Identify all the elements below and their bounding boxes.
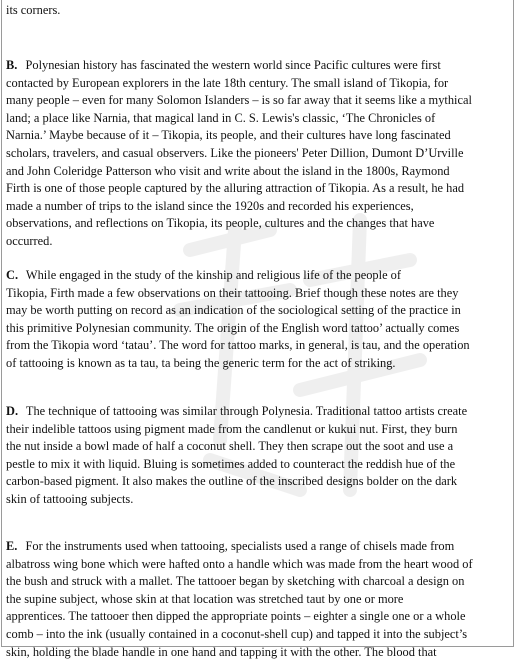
paragraph-c	[6, 267, 510, 373]
text-line: observations, and reflections on Tikopia, its people, cultures and the changes that have	[6, 216, 435, 231]
text-line: land; a place like Narnia, that magical land in C. S. Lewis's classic, ‘The Chronicles of	[6, 110, 436, 125]
paragraph-b	[6, 57, 510, 251]
text-line: many people – even for many Solomon Islanders – is so far away that it seems like a mythical	[6, 93, 472, 108]
text-line: occurred.	[6, 233, 53, 248]
text-line: contacted by European explorers in the late 18th century. The small island of Tikopia, for	[6, 75, 449, 90]
paragraph-fragment	[6, 2, 510, 20]
paragraph-letter: B.	[6, 58, 18, 72]
text-line: from the Tikopia word ‘tatau’. The word for tattoo marks, in general, is tau, and the operation	[6, 338, 470, 353]
text-line: the nut inside a bowl made of half a coconut shell. They then scrape out the soot and use a	[6, 439, 454, 454]
text-line: may be worth putting on record as an indication of the sociological setting of the practice in	[6, 303, 461, 318]
text-line: scholars, travelers, and casual observers. Like the pioneers' Peter Dillion, Dumont D’Urville	[6, 145, 464, 160]
text-line: Tikopia, Firth made a few observations on their tattooing. Brief though these notes are they	[6, 285, 459, 300]
paragraph-letter: C.	[6, 268, 19, 282]
text-line: E. For the instruments used when tattooing, specialists used a range of chisels made from	[6, 539, 455, 553]
text-line: apprentices. The tattooer then dipped the appropriate points – eighter a single one or a whole	[6, 609, 466, 624]
paragraph-letter: D.	[6, 404, 19, 418]
text-line: made a number of trips to the island since the 1920s and recorded his experiences,	[6, 198, 414, 213]
text-line: their indelible tattoos using pigment made from the candlenut or kukui nut. First, they burn	[6, 421, 458, 436]
text-line: the supine subject, whose skin at that location was stretched taut by one or more	[6, 591, 404, 606]
text-line: Narnia.’ Maybe because of it – Tikopia, its people, and their cultures have long fascinated	[6, 128, 451, 143]
text-line: this primitive Polynesian community. The origin of the English word tattoo’ actually comes	[6, 320, 460, 335]
text-line: Firth is one of those people captured by the alluring attraction of Tikopia. As a result, he had	[6, 181, 465, 196]
text-line: albatross wing bone which were hafted onto a handle which was made from the heart wood of	[6, 556, 473, 571]
text-line: comb – into the ink (usually contained in a coconut-shell cup) and tapped it into the subject’s	[6, 626, 468, 641]
text-line: of tattooing is known as ta tau, ta being the generic term for the act of striking.	[6, 355, 396, 370]
text-line: the bush and struck with a mallet. The tattooer began by sketching with charcoal a design on	[6, 574, 465, 589]
text-line: pestle to mix it with liquid. Bluing is sometimes added to counteract the reddish hue of the	[6, 456, 456, 471]
text-line: skin of tattooing subjects.	[6, 491, 134, 506]
text-line: carbon-based pigment. It also makes the outline of the inscribed designs bolder on the dark	[6, 474, 458, 489]
text-line: its corners.	[6, 3, 61, 17]
paragraph-d	[6, 403, 510, 509]
text-line: and John Coleridge Patterson who visit and write about the island in the 1800s, Raymond	[6, 163, 450, 178]
text-line: B. Polynesian history has fascinated the western world since Pacific cultures were first	[6, 58, 441, 72]
paragraph-letter: E.	[6, 539, 18, 553]
paragraph-e	[6, 538, 510, 661]
text-line: D. The technique of tattooing was similar through Polynesia. Traditional tattoo artists create	[6, 404, 468, 418]
text-line: C. While engaged in the study of the kinship and religious life of the people of	[6, 268, 401, 282]
text-line: skin, holding the blade handle in one hand and tapping it with the other. The blood that	[6, 644, 437, 659]
